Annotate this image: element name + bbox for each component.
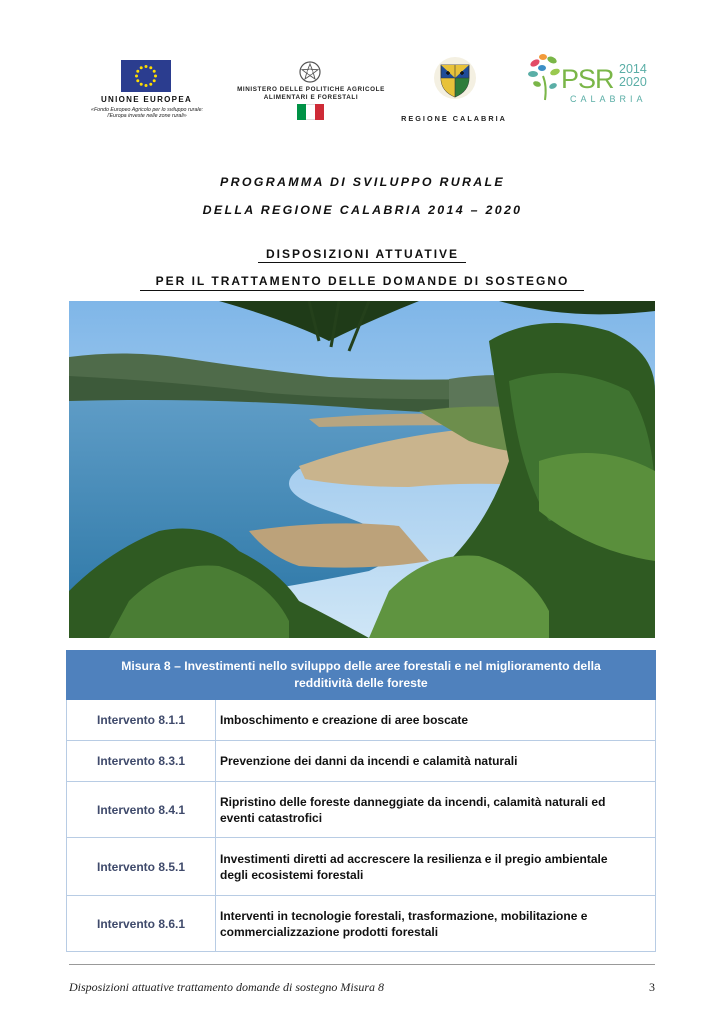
intervention-description [216, 896, 655, 951]
intervention-description-line1: Interventi in tecnologie forestali, trasformazione, mobilitazione e [220, 908, 588, 923]
intervention-description [216, 838, 655, 895]
table-row [66, 782, 656, 838]
ministry-name-line1: MINISTERO DELLE POLITICHE AGRICOLE [237, 86, 385, 93]
page-number: 3 [649, 980, 655, 994]
italian-republic-emblem-icon [298, 60, 322, 84]
intervention-code: Intervento 8.6.1 [67, 896, 216, 951]
table-row [66, 741, 656, 782]
intervention-description-line2: degli ecosistemi forestali [220, 867, 364, 882]
measure-header-line2: redditività delle foreste [294, 676, 428, 690]
table-row [66, 700, 656, 741]
psr-logo-text: PSR [561, 64, 614, 94]
intervention-description-line2: commercializzazione prodotti forestali [220, 924, 439, 939]
psr-logo-year-top: 2014 [619, 62, 647, 76]
intervention-code: Intervento 8.4.1 [67, 782, 216, 837]
document-subtitle-line1: DISPOSIZIONI ATTUATIVE [265, 247, 460, 261]
intervention-description-line1: Prevenzione dei danni da incendi e calamità naturali [220, 754, 518, 768]
subtitle-underline [140, 290, 584, 291]
psr-logo-year-bottom: 2020 [619, 75, 647, 89]
intervention-code: Intervento 8.5.1 [67, 838, 216, 895]
eu-flag-icon [121, 60, 171, 92]
lake-landscape-photo [69, 301, 655, 638]
eu-name: UNIONE EUROPEA [100, 95, 193, 104]
intervention-description-line1: Imboschimento e creazione di aree boscate [220, 713, 469, 727]
intervention-description-line1: Ripristino delle foreste danneggiate da incendi, calamità naturali ed [220, 794, 606, 809]
psr-tree-logo-icon [525, 50, 651, 106]
calabria-crest-icon [433, 56, 477, 100]
document-subtitle-line2: PER IL TRATTAMENTO DELLE DOMANDE DI SOSTEGNO [155, 274, 570, 288]
eu-fund-note-line2: l'Europa investe nelle zone rurali» [107, 113, 187, 119]
intervention-code: Intervento 8.1.1 [67, 700, 216, 740]
document-title-line1: PROGRAMMA DI SVILUPPO RURALE [220, 175, 505, 189]
measure-header [66, 650, 656, 700]
subtitle-underline [258, 262, 466, 263]
table-row [66, 838, 656, 896]
document-title-line2: DELLA REGIONE CALABRIA 2014 – 2020 [202, 203, 523, 217]
eu-fund-note-line1: «Fondo Europeo Agricolo per lo sviluppo rurale: [91, 107, 203, 113]
intervention-description [216, 782, 655, 837]
region-name: REGIONE CALABRIA [401, 114, 507, 123]
measures-table [66, 650, 656, 952]
footer-text: Disposizioni attuative trattamento domande di sostegno Misura 8 [69, 980, 384, 994]
intervention-description [216, 741, 655, 781]
footer-divider [69, 964, 655, 965]
measure-header-line1: Misura 8 – Investimenti nello sviluppo delle aree forestali e nel miglioramento della [121, 659, 601, 673]
italian-flag-icon [297, 104, 324, 120]
table-row [66, 896, 656, 952]
intervention-description-line2: eventi catastrofici [220, 810, 323, 825]
psr-logo-region: CALABRIA [570, 94, 647, 104]
intervention-description [216, 700, 655, 740]
intervention-code: Intervento 8.3.1 [67, 741, 216, 781]
ministry-name-line2: ALIMENTARI E FORESTALI [263, 94, 359, 101]
intervention-description-line1: Investimenti diretti ad accrescere la resilienza e il pregio ambientale [220, 851, 608, 866]
